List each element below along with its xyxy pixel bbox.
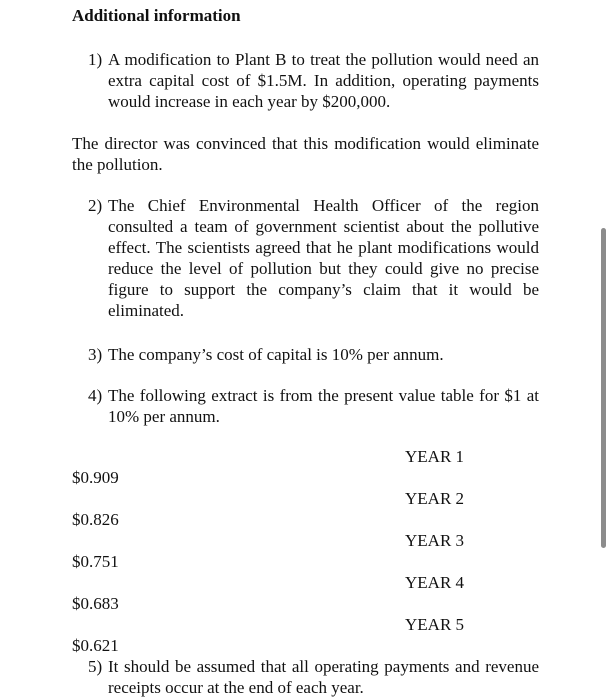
list-item-5 — [88, 656, 539, 698]
pv-factor: $0.621 — [72, 636, 119, 655]
list-item-4 — [88, 385, 539, 427]
item-number: 5) — [88, 657, 103, 676]
section-heading: Additional information — [72, 6, 241, 25]
item-text: A modification to Plant B to treat the pollution would need an extra capital cost of $1.5M. In addition, operating payments would increase in each year by $200,000. — [108, 50, 539, 111]
item-number: 4) — [88, 386, 103, 405]
list-item-1 — [88, 49, 539, 112]
pv-factor: $0.683 — [72, 594, 119, 613]
pv-factor: $0.826 — [72, 510, 119, 529]
pv-factor: $0.909 — [72, 468, 119, 487]
pv-year-label: YEAR 2 — [405, 489, 465, 508]
list-item-3 — [88, 344, 539, 365]
vertical-scrollbar[interactable] — [601, 228, 606, 548]
item-text: The following extract is from the present value table for $1 at 10% per annum. — [108, 386, 539, 426]
item-text: The company’s cost of capital is 10% per annum. — [108, 345, 444, 364]
list-item-2 — [88, 195, 539, 321]
item-number: 1) — [88, 50, 103, 69]
pv-factor: $0.751 — [72, 552, 119, 571]
pv-year-label: YEAR 4 — [405, 573, 465, 592]
director-paragraph: The director was convinced that this modification would eliminate the pollution. — [72, 134, 539, 174]
item-text: It should be assumed that all operating payments and revenue receipts occur at the end of each year. — [108, 657, 539, 697]
pv-year-label: YEAR 1 — [405, 447, 465, 466]
item-number: 3) — [88, 345, 103, 364]
item-text: The Chief Environmental Health Officer of the region consulted a team of government scientist about the pollutive effect. The scientists agreed that he plant modifications would reduce the level of pollution but they could give no precise figure to support the company’s claim that it would be eliminated. — [108, 196, 539, 320]
pv-year-label: YEAR 3 — [405, 531, 465, 550]
item-number: 2) — [88, 196, 103, 215]
pv-year-label: YEAR 5 — [405, 615, 465, 634]
